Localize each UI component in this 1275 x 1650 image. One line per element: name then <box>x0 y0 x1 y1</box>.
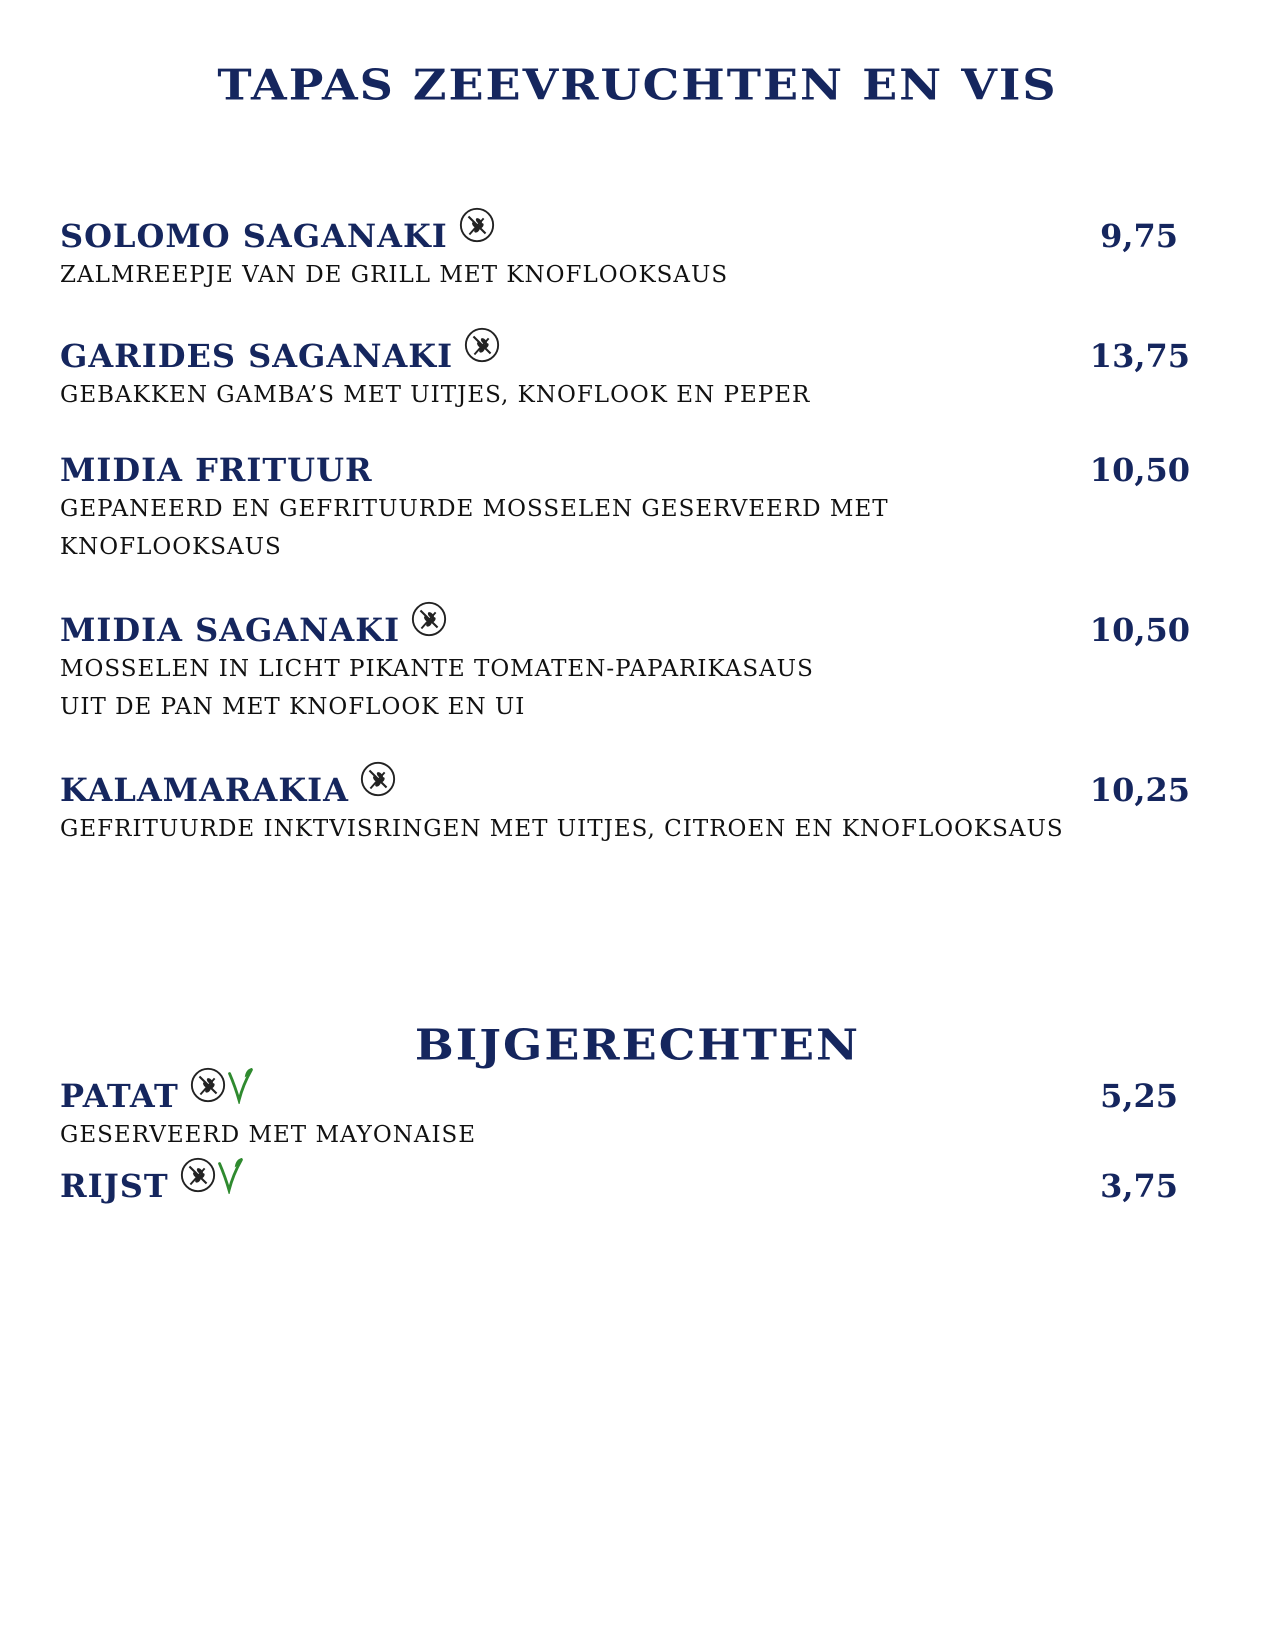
menu-item-price: 10,25 <box>1089 771 1190 809</box>
menu-item-rijst <box>60 1160 1190 1204</box>
gluten-free-icon <box>458 206 496 244</box>
menu-item-price: 13,75 <box>1089 337 1190 375</box>
menu-item-price: 3,75 <box>1100 1167 1178 1205</box>
menu-item-kalamarakia <box>60 764 1190 848</box>
menu-item-midia-saganaki <box>60 604 1190 726</box>
menu-item-garides-saganaki <box>60 330 1190 414</box>
menu-item-price: 5,25 <box>1100 1077 1178 1115</box>
gluten-free-icon <box>410 600 448 638</box>
menu-item-name: MIDIA SAGANAKI <box>60 611 401 649</box>
menu-item-name: RIJST <box>60 1167 169 1205</box>
gluten-free-icon <box>179 1156 217 1194</box>
menu-item-description: ZALMREEPJE VAN DE GRILL MET KNOFLOOKSAUS <box>60 262 729 288</box>
menu-item-description: GEPANEERD EN GEFRITUURDE MOSSELEN GESERVEERD MET KNOFLOOKSAUS <box>60 496 889 560</box>
menu-item-description: MOSSELEN IN LICHT PIKANTE TOMATEN-PAPARIKASAUS UIT DE PAN MET KNOFLOOK EN UI <box>60 656 814 720</box>
menu-item-name: SOLOMO SAGANAKI <box>60 217 448 255</box>
gluten-free-icon <box>359 760 397 798</box>
menu-item-price: 10,50 <box>1089 611 1190 649</box>
menu-item-name: PATAT <box>60 1077 179 1115</box>
vegetarian-icon <box>215 1156 245 1194</box>
menu-item-midia-frituur <box>60 444 1190 566</box>
menu-item-name: KALAMARAKIA <box>60 771 349 809</box>
menu-item-patat <box>60 1070 1190 1154</box>
section-title-bijgerechten: BIJGERECHTEN <box>414 1020 861 1070</box>
menu-item-description: GESERVEERD MET MAYONAISE <box>60 1122 477 1148</box>
menu-item-name: MIDIA FRITUUR <box>60 451 373 489</box>
menu-item-price: 9,75 <box>1100 217 1178 255</box>
section-title-tapas: TAPAS ZEEVRUCHTEN EN VIS <box>217 60 1058 110</box>
gluten-free-icon <box>189 1066 227 1104</box>
menu-item-description: GEFRITUURDE INKTVISRINGEN MET UITJES, CITROEN EN KNOFLOOKSAUS <box>60 816 1064 842</box>
menu-item-price: 10,50 <box>1089 451 1190 489</box>
vegetarian-icon <box>225 1066 255 1104</box>
gluten-free-icon <box>463 326 501 364</box>
menu-item-description: GEBAKKEN GAMBA’S MET UITJES, KNOFLOOK EN PEPER <box>60 382 811 408</box>
menu-item-solomo-saganaki <box>60 210 1190 294</box>
menu-item-name: GARIDES SAGANAKI <box>60 337 454 375</box>
